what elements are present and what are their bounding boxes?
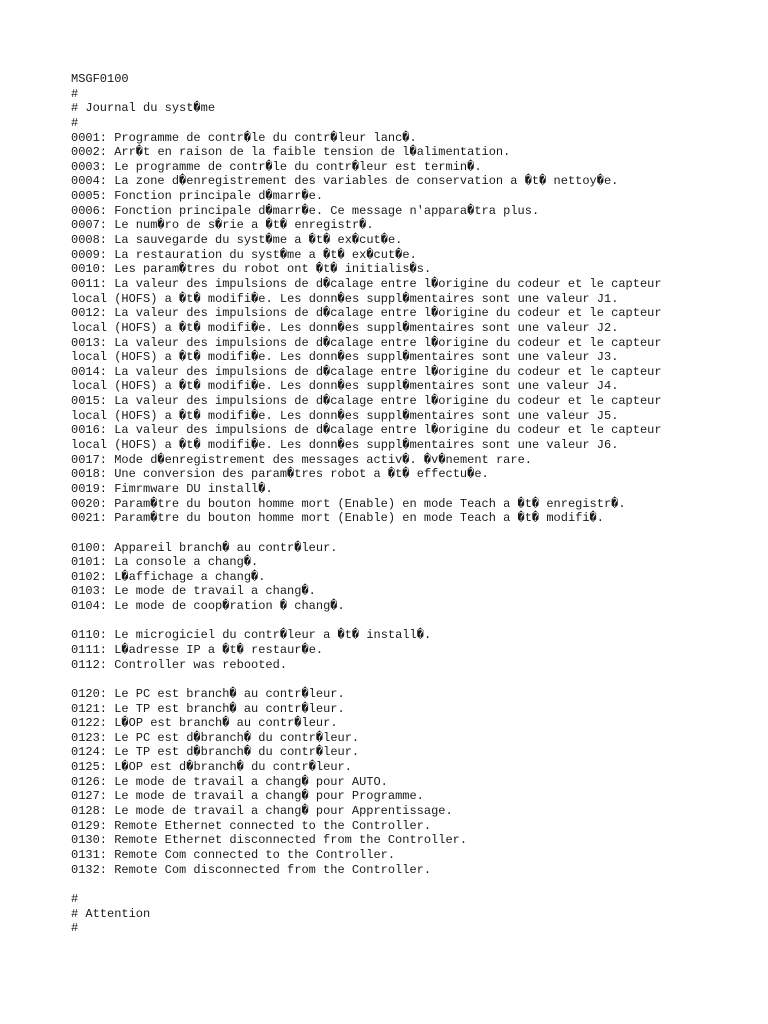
text-line: # [71,891,79,906]
text-line: 0125: L�OP est d�branch� du contr�leur. [71,760,352,775]
text-line: # Attention [71,906,151,921]
text-line: 0111: L�adresse IP a �t� restaur�e. [71,642,324,657]
text-line [71,614,761,629]
text-line: 0008: La sauvegarde du syst�me a �t� ex�cut�e. [71,233,403,248]
text-line: 0013: La valeur des impulsions de d�calage entre l�origine du codeur et le capteur [71,335,662,350]
text-line: 0002: Arr�t en raison de la faible tension de l�alimentation. [71,145,511,160]
text-line: local (HOFS) a �t� modifi�e. Les donn�es suppl�mentaires sont une valeur J1. [71,291,619,306]
text-line: 0010: Les param�tres du robot ont �t� initialis�s. [71,262,432,277]
text-line: 0016: La valeur des impulsions de d�calage entre l�origine du codeur et le capteur [71,423,662,438]
text-line: # [71,921,79,936]
text-line: 0122: L�OP est branch� au contr�leur. [71,716,338,731]
text-line: 0127: Le mode de travail a chang� pour Programme. [71,789,424,804]
text-line: MSGF0100 [71,72,129,86]
text-line: 0019: Fimrmware DU install�. [71,481,273,496]
text-line: 0021: Param�tre du bouton homme mort (Enable) en mode Teach a �t� modifi�. [71,511,604,526]
text-line: 0126: Le mode de travail a chang� pour AUTO. [71,774,388,789]
text-line: local (HOFS) a �t� modifi�e. Les donn�es suppl�mentaires sont une valeur J5. [71,408,619,423]
text-line: 0015: La valeur des impulsions de d�calage entre l�origine du codeur et le capteur [71,394,662,409]
text-line: 0129: Remote Ethernet connected to the Controller. [71,818,432,833]
text-line: 0006: Fonction principale d�marr�e. Ce message n'appara�tra plus. [71,203,540,218]
text-line: 0007: Le num�ro de s�rie a �t� enregistr�. [71,218,374,233]
text-line [71,672,761,687]
text-line: 0009: La restauration du syst�me a �t� ex�cut�e. [71,247,417,262]
text-line: 0112: Controller was rebooted. [71,657,288,672]
text-line: 0120: Le PC est branch� au contr�leur. [71,686,345,701]
text-line: 0103: Le mode de travail a chang�. [71,584,316,599]
text-line: 0020: Param�tre du bouton homme mort (Enable) en mode Teach a �t� enregistr�. [71,496,626,511]
text-line [71,877,761,892]
log-text-block [71,72,761,936]
text-line: 0100: Appareil branch� au contr�leur. [71,540,338,555]
text-line: 0011: La valeur des impulsions de d�calage entre l�origine du codeur et le capteur [71,276,662,291]
text-line: # [71,86,79,101]
text-line: local (HOFS) a �t� modifi�e. Les donn�es suppl�mentaires sont une valeur J3. [71,350,619,365]
text-line: 0130: Remote Ethernet disconnected from the Controller. [71,833,468,848]
text-line: 0110: Le microgiciel du contr�leur a �t� install�. [71,628,432,643]
text-line: 0018: Une conversion des param�tres robot a �t� effectu�e. [71,467,489,482]
text-line: local (HOFS) a �t� modifi�e. Les donn�es suppl�mentaires sont une valeur J2. [71,320,619,335]
text-line: 0102: L�affichage a chang�. [71,569,266,584]
text-line: local (HOFS) a �t� modifi�e. Les donn�es suppl�mentaires sont une valeur J6. [71,438,619,453]
text-line: 0131: Remote Com connected to the Controller. [71,847,396,862]
text-line: 0014: La valeur des impulsions de d�calage entre l�origine du codeur et le capteur [71,364,662,379]
text-line: # Journal du syst�me [71,101,216,116]
text-line: 0004: La zone d�enregistrement des variables de conservation a �t� nettoy�e. [71,174,619,189]
text-line: 0124: Le TP est d�branch� du contr�leur. [71,745,360,760]
text-line: 0101: La console a chang�. [71,555,259,570]
text-line: 0104: Le mode de coop�ration � chang�. [71,599,345,614]
text-line: 0001: Programme de contr�le du contr�leur lanc�. [71,130,417,145]
text-line [71,526,761,541]
text-line: 0012: La valeur des impulsions de d�calage entre l�origine du codeur et le capteur [71,306,662,321]
text-line: 0128: Le mode de travail a chang� pour Apprentissage. [71,804,453,819]
text-line: local (HOFS) a �t� modifi�e. Les donn�es suppl�mentaires sont une valeur J4. [71,379,619,394]
text-line: 0123: Le PC est d�branch� du contr�leur. [71,730,360,745]
text-line: 0003: Le programme de contr�le du contr�leur est termin�. [71,159,482,174]
text-line: 0121: Le TP est branch� au contr�leur. [71,701,345,716]
text-line: # [71,115,79,130]
text-line: 0132: Remote Com disconnected from the Controller. [71,862,432,877]
text-line: 0005: Fonction principale d�marr�e. [71,189,324,204]
text-line: 0017: Mode d�enregistrement des messages activ�. �v�nement rare. [71,452,532,467]
